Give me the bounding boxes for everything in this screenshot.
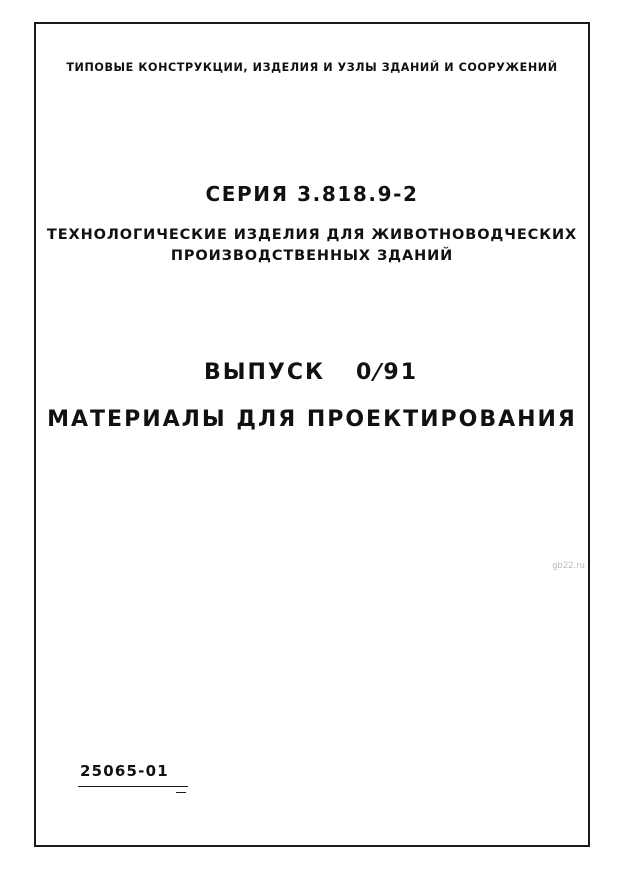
document-code-underline bbox=[78, 786, 188, 787]
document-code: 25065-01 bbox=[80, 762, 169, 780]
issue-separator: / bbox=[370, 360, 387, 385]
issue-numerator: 0 bbox=[356, 360, 374, 385]
document-code-tick bbox=[176, 792, 186, 793]
series-subtitle bbox=[34, 225, 590, 267]
series-designation: СЕРИЯ 3.818.9-2 bbox=[205, 182, 419, 206]
watermark-text: gb22.ru bbox=[552, 560, 585, 570]
document-title: МАТЕРИАЛЫ ДЛЯ ПРОЕКТИРОВАНИЯ bbox=[47, 407, 577, 432]
issue-line bbox=[34, 360, 590, 385]
series-subtitle-line-2: ПРОИЗВОДСТВЕННЫХ ЗДАНИЙ bbox=[170, 248, 454, 264]
series-subtitle-line-1: ТЕХНОЛОГИЧЕСКИЕ ИЗДЕЛИЯ ДЛЯ ЖИВОТНОВОДЧЕСКИХ bbox=[46, 227, 578, 243]
issue-word: ВЫПУСК bbox=[203, 360, 326, 385]
issue-number bbox=[354, 360, 420, 385]
document-header-line: ТИПОВЫЕ КОНСТРУКЦИИ, ИЗДЕЛИЯ И УЗЛЫ ЗДАНИЙ И СООРУЖЕНИЙ bbox=[66, 60, 558, 74]
sheet-content bbox=[34, 22, 590, 847]
issue-denominator: 91 bbox=[383, 360, 419, 385]
